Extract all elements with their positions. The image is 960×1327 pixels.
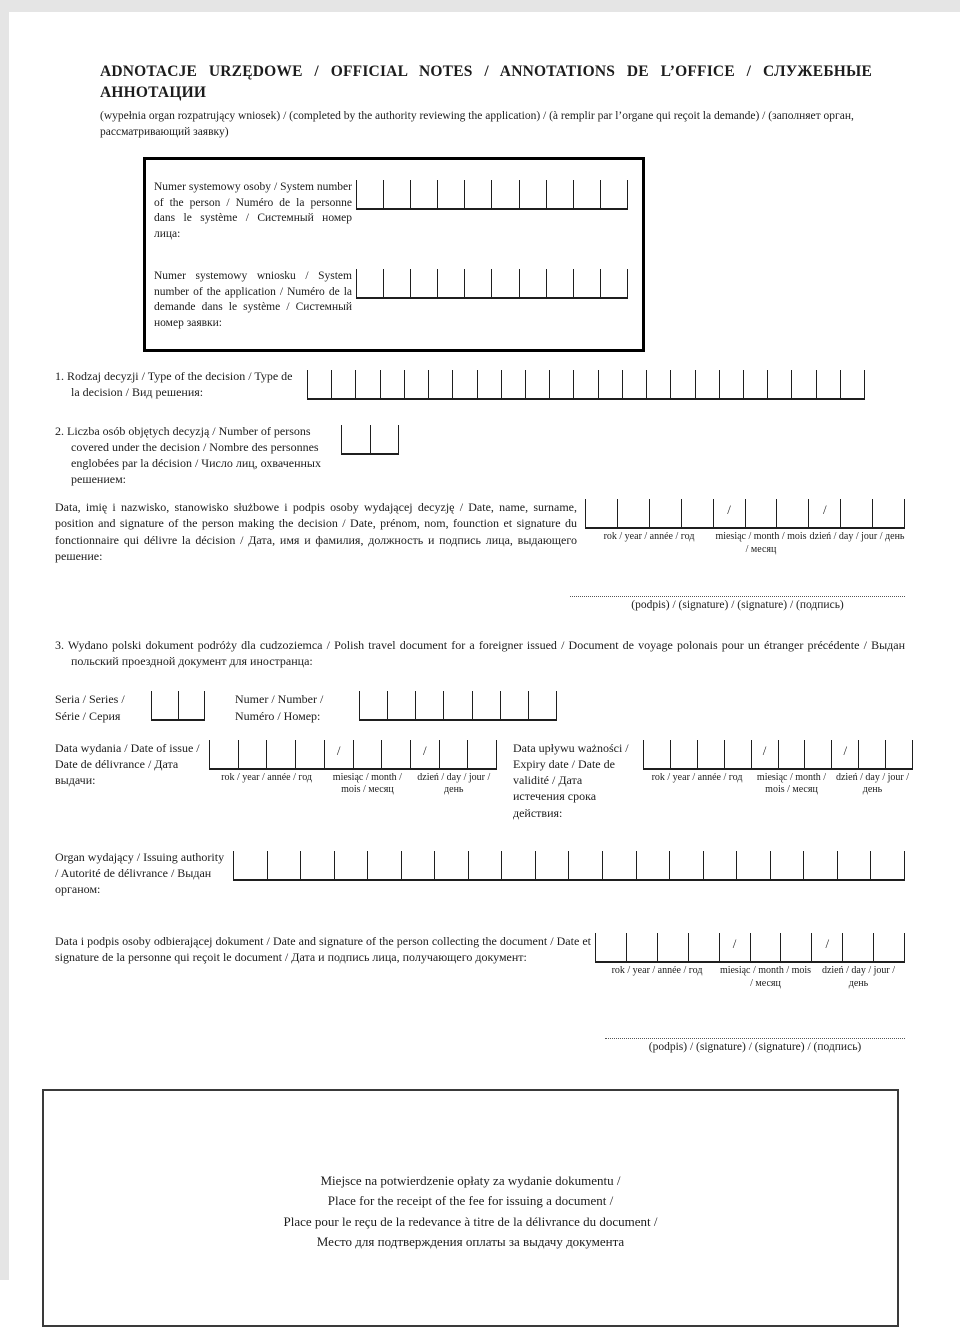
- date-separator: /: [411, 740, 440, 768]
- comb-cell[interactable]: [792, 370, 816, 398]
- comb-cell[interactable]: [804, 851, 838, 879]
- comb-cell[interactable]: [859, 740, 886, 768]
- date-comb[interactable]: [585, 499, 905, 529]
- signature-line[interactable]: [605, 1038, 905, 1039]
- persons-count-label: 2. Liczba osób objętych decyzją / Number of persons covered under the decision / Nombre des personnes englobées par la décision / Число лиц, охваченных решением:: [55, 423, 321, 487]
- comb-cell[interactable]: [473, 691, 501, 719]
- comb-cell[interactable]: [647, 370, 671, 398]
- comb-cell[interactable]: [618, 499, 650, 527]
- comb-cell[interactable]: [402, 851, 436, 879]
- comb-cell[interactable]: [502, 370, 526, 398]
- day-label: dzień / day / jour / день: [809, 531, 905, 543]
- comb-cell[interactable]: [502, 851, 536, 879]
- decision-date-field: [585, 499, 905, 556]
- comb-cell[interactable]: [569, 851, 603, 879]
- comb-cell[interactable]: [368, 851, 402, 879]
- system-number-application-label: Numer systemowy wniosku / System number of the application / Numéro de la demande dans le système / Системный номер заявки:: [154, 270, 352, 329]
- comb-cell[interactable]: [356, 370, 380, 398]
- comb-cell[interactable]: [438, 180, 465, 208]
- comb-cell[interactable]: [435, 851, 469, 879]
- comb-cell[interactable]: [354, 740, 383, 768]
- number-label: Numer / Number / Numéro / Номер:: [235, 692, 324, 723]
- date-comb[interactable]: [209, 740, 497, 770]
- year-label: rok / year / année / год: [603, 531, 695, 543]
- issuing-authority-field[interactable]: [233, 851, 905, 881]
- comb-cell[interactable]: [341, 425, 371, 453]
- comb-cell[interactable]: [335, 851, 369, 879]
- month-label: miesiąc / month / mois / месяц: [756, 771, 827, 796]
- fee-receipt-box[interactable]: [42, 1089, 899, 1327]
- travel-document-label: 3. Wydano polski dokument podróży dla cudzoziemca / Polish travel document for a foreigner issued / Document de voyage polonais pour un étranger précédente / Выдан польский проездной документ для иностранца:: [55, 638, 905, 669]
- form-page: [55, 0, 910, 1327]
- date-comb-labels: [595, 965, 905, 990]
- system-number-person-label: Numer systemowy osoby / System number of the person / Numéro de la personne dans le système / Системный номер лица:: [154, 181, 352, 240]
- comb-cell[interactable]: [704, 851, 738, 879]
- comb-cell[interactable]: [296, 740, 325, 768]
- comb-cell[interactable]: [382, 740, 411, 768]
- receipt-line: Miejsce na potwierdzenie opłaty za wydanie dokumentu /: [320, 1173, 621, 1189]
- date-separator: /: [714, 499, 746, 527]
- date-separator: /: [325, 740, 354, 768]
- decision-type-field[interactable]: [307, 370, 865, 400]
- comb-cell[interactable]: [744, 370, 768, 398]
- issuing-authority-row: [55, 849, 905, 898]
- comb-cell[interactable]: [777, 499, 809, 527]
- form-subtitle: (wypełnia organ rozpatrujący wniosek) / (completed by the authority reviewing the application) / (à remplir par l’organe qui reçoit la demande) / (заполняет орган, рассматривающий заявку): [100, 109, 854, 138]
- decision-type-label: 1. Rodzaj decyzji / Type of the decision / Type de la decision / Вид решения:: [55, 369, 293, 400]
- comb-cell[interactable]: [359, 691, 388, 719]
- comb-cell[interactable]: [465, 180, 492, 208]
- comb-cell[interactable]: [768, 370, 792, 398]
- comb-cell[interactable]: [746, 499, 778, 527]
- receipt-line: Место для подтверждения оплаты за выдачу документа: [316, 1233, 625, 1249]
- comb-cell[interactable]: [574, 269, 601, 297]
- comb-cell[interactable]: [438, 269, 465, 297]
- comb-cell[interactable]: [601, 269, 628, 297]
- comb-cell[interactable]: [595, 933, 627, 961]
- comb-cell[interactable]: [696, 370, 720, 398]
- comb-cell[interactable]: [771, 851, 805, 879]
- receipt-line: Place for the receipt of the fee for issuing a document /: [327, 1193, 614, 1209]
- persons-count-row: [55, 423, 905, 488]
- date-comb-labels: [209, 772, 497, 797]
- comb-cell[interactable]: [643, 740, 671, 768]
- date-comb-labels: [643, 772, 913, 797]
- system-number-person-field[interactable]: [356, 180, 628, 210]
- decision-maker-row: [55, 499, 905, 564]
- signature-line[interactable]: [570, 596, 905, 597]
- comb-cell[interactable]: [781, 933, 812, 961]
- comb-cell[interactable]: [301, 851, 335, 879]
- series-number-row: [55, 691, 905, 723]
- comb-cell[interactable]: [478, 370, 502, 398]
- comb-cell[interactable]: [405, 370, 429, 398]
- comb-cell[interactable]: [623, 370, 647, 398]
- comb-cell[interactable]: [209, 740, 239, 768]
- comb-cell[interactable]: [670, 851, 704, 879]
- month-label: miesiąc / month / mois / месяц: [715, 531, 807, 555]
- comb-cell[interactable]: [465, 269, 492, 297]
- date-comb-labels: [585, 531, 905, 556]
- date-separator: /: [752, 740, 779, 768]
- decision-signature-row: [55, 596, 905, 611]
- comb-cell[interactable]: [817, 370, 841, 398]
- day-label: dzień / day / jour / день: [835, 771, 910, 796]
- date-separator: /: [809, 499, 841, 527]
- comb-cell[interactable]: [737, 851, 771, 879]
- comb-cell[interactable]: [384, 269, 411, 297]
- date-comb[interactable]: [643, 740, 913, 770]
- comb-cell[interactable]: [650, 499, 682, 527]
- date-comb[interactable]: [595, 933, 905, 963]
- signature-label: (podpis) / (signature) / (signature) / (подпись): [631, 599, 844, 612]
- comb-cell[interactable]: [550, 370, 574, 398]
- series-label: Seria / Series / Série / Серия: [55, 692, 125, 723]
- comb-cell[interactable]: [637, 851, 671, 879]
- comb-cell[interactable]: [356, 180, 384, 208]
- decision-maker-label: Data, imię i nazwisko, stanowisko służbowe i podpis osoby wydającej decyzję / Date, name, surname, position and signature of the person making the decision / Date, prénom, nom, founction et signature du fonctionnaire qui délivre la décision / Дата, имя и фамилия, должность и подпись лица, выдающего решение:: [55, 500, 577, 563]
- comb-cell[interactable]: [838, 851, 872, 879]
- comb-cell[interactable]: [682, 499, 714, 527]
- expiry-date-field: [643, 740, 913, 797]
- comb-cell[interactable]: [874, 933, 905, 961]
- comb-cell[interactable]: [603, 851, 637, 879]
- comb-cell[interactable]: [429, 370, 453, 398]
- decision-type-row: [55, 368, 905, 400]
- series-field[interactable]: [151, 691, 205, 721]
- comb-cell[interactable]: [671, 370, 695, 398]
- comb-cell[interactable]: [371, 425, 400, 453]
- collection-row: [55, 933, 905, 990]
- issuing-authority-label: Organ wydający / Issuing authority / Autorité de délivrance / Выдан органом:: [55, 849, 225, 897]
- comb-cell[interactable]: [698, 740, 725, 768]
- comb-cell[interactable]: [536, 851, 570, 879]
- comb-cell[interactable]: [779, 740, 806, 768]
- comb-cell[interactable]: [239, 740, 268, 768]
- comb-cell[interactable]: [501, 691, 529, 719]
- comb-cell[interactable]: [725, 740, 752, 768]
- month-label: miesiąc / month / mois / месяц: [719, 965, 812, 989]
- comb-cell[interactable]: [492, 180, 519, 208]
- comb-cell[interactable]: [151, 691, 179, 719]
- expiry-date-label: Data upływu ważności / Expiry date / Date de validité / Дата истечения срока действия:: [513, 740, 629, 820]
- year-label: rok / year / année / год: [651, 771, 743, 783]
- form-header: [100, 62, 872, 140]
- form-title: ADNOTACJE URZĘDOWE / OFFICIAL NOTES / ANNOTATIONS DE L’OFFICE / СЛУЖЕБНЫЕ АННОТАЦИИ: [100, 63, 872, 101]
- comb-cell[interactable]: [585, 499, 618, 527]
- comb-cell[interactable]: [841, 370, 865, 398]
- collection-label: Data i podpis osoby odbierającej dokument / Date and signature of the person collecting the document / Date et signature de la personne qui reçoit le document / Дата и подпись лица, получающего документ:: [55, 934, 591, 965]
- comb-cell[interactable]: [416, 691, 444, 719]
- comb-cell[interactable]: [843, 933, 874, 961]
- collection-date-field: [595, 933, 905, 990]
- comb-cell[interactable]: [307, 370, 332, 398]
- collection-signature-row: [55, 1038, 905, 1053]
- comb-cell[interactable]: [547, 180, 574, 208]
- comb-cell[interactable]: [444, 691, 472, 719]
- comb-cell[interactable]: [468, 740, 497, 768]
- comb-cell[interactable]: [873, 499, 905, 527]
- comb-cell[interactable]: [841, 499, 873, 527]
- comb-cell[interactable]: [411, 180, 438, 208]
- comb-cell[interactable]: [526, 370, 550, 398]
- comb-cell[interactable]: [179, 691, 206, 719]
- comb-cell[interactable]: [469, 851, 503, 879]
- comb-cell[interactable]: [751, 933, 782, 961]
- comb-cell[interactable]: [599, 370, 623, 398]
- comb-cell[interactable]: [529, 691, 557, 719]
- dates-row: [55, 740, 910, 821]
- comb-cell[interactable]: [453, 370, 477, 398]
- comb-cell[interactable]: [520, 269, 547, 297]
- comb-cell[interactable]: [520, 180, 547, 208]
- comb-cell[interactable]: [574, 180, 601, 208]
- date-separator: /: [720, 933, 751, 961]
- comb-cell[interactable]: [601, 180, 628, 208]
- date-separator: /: [812, 933, 843, 961]
- comb-cell[interactable]: [547, 269, 574, 297]
- issue-date-label: Data wydania / Date of issue / Date de délivrance / Дата выдачи:: [55, 740, 200, 788]
- comb-cell[interactable]: [671, 740, 698, 768]
- comb-cell[interactable]: [574, 370, 598, 398]
- day-label: dzień / day / jour / день: [417, 771, 491, 796]
- comb-cell[interactable]: [268, 851, 302, 879]
- collection-signature-block[interactable]: [605, 1038, 905, 1053]
- date-separator: /: [832, 740, 859, 768]
- comb-cell[interactable]: [381, 370, 405, 398]
- comb-cell[interactable]: [886, 740, 913, 768]
- comb-cell[interactable]: [411, 269, 438, 297]
- comb-cell[interactable]: [267, 740, 296, 768]
- comb-cell[interactable]: [388, 691, 416, 719]
- comb-cell[interactable]: [627, 933, 658, 961]
- comb-cell[interactable]: [332, 370, 356, 398]
- receipt-line: Place pour le reçu de la redevance à titre de la délivrance du document /: [283, 1213, 658, 1229]
- comb-cell[interactable]: [492, 269, 519, 297]
- system-number-application-field[interactable]: [356, 269, 628, 299]
- signature-label: (podpis) / (signature) / (signature) / (подпись): [648, 1041, 862, 1054]
- decision-signature-block[interactable]: [570, 596, 905, 611]
- comb-cell[interactable]: [720, 370, 744, 398]
- comb-cell[interactable]: [805, 740, 832, 768]
- system-number-application-row: [154, 269, 628, 331]
- year-label: rok / year / année / год: [611, 965, 703, 977]
- month-label: miesiąc / month / mois / месяц: [332, 771, 402, 796]
- comb-cell[interactable]: [658, 933, 689, 961]
- comb-cell[interactable]: [440, 740, 469, 768]
- system-number-person-row: [154, 180, 628, 242]
- issue-date-field: [209, 740, 497, 797]
- day-label: dzień / day / jour / день: [821, 965, 896, 989]
- comb-cell[interactable]: [689, 933, 720, 961]
- number-field[interactable]: [359, 691, 557, 721]
- system-numbers-box: [143, 157, 645, 352]
- persons-count-field[interactable]: [341, 425, 399, 455]
- comb-cell[interactable]: [871, 851, 905, 879]
- scan-edge-left: [0, 0, 9, 1280]
- comb-cell[interactable]: [356, 269, 384, 297]
- comb-cell[interactable]: [384, 180, 411, 208]
- comb-cell[interactable]: [233, 851, 268, 879]
- year-label: rok / year / année / год: [221, 771, 313, 783]
